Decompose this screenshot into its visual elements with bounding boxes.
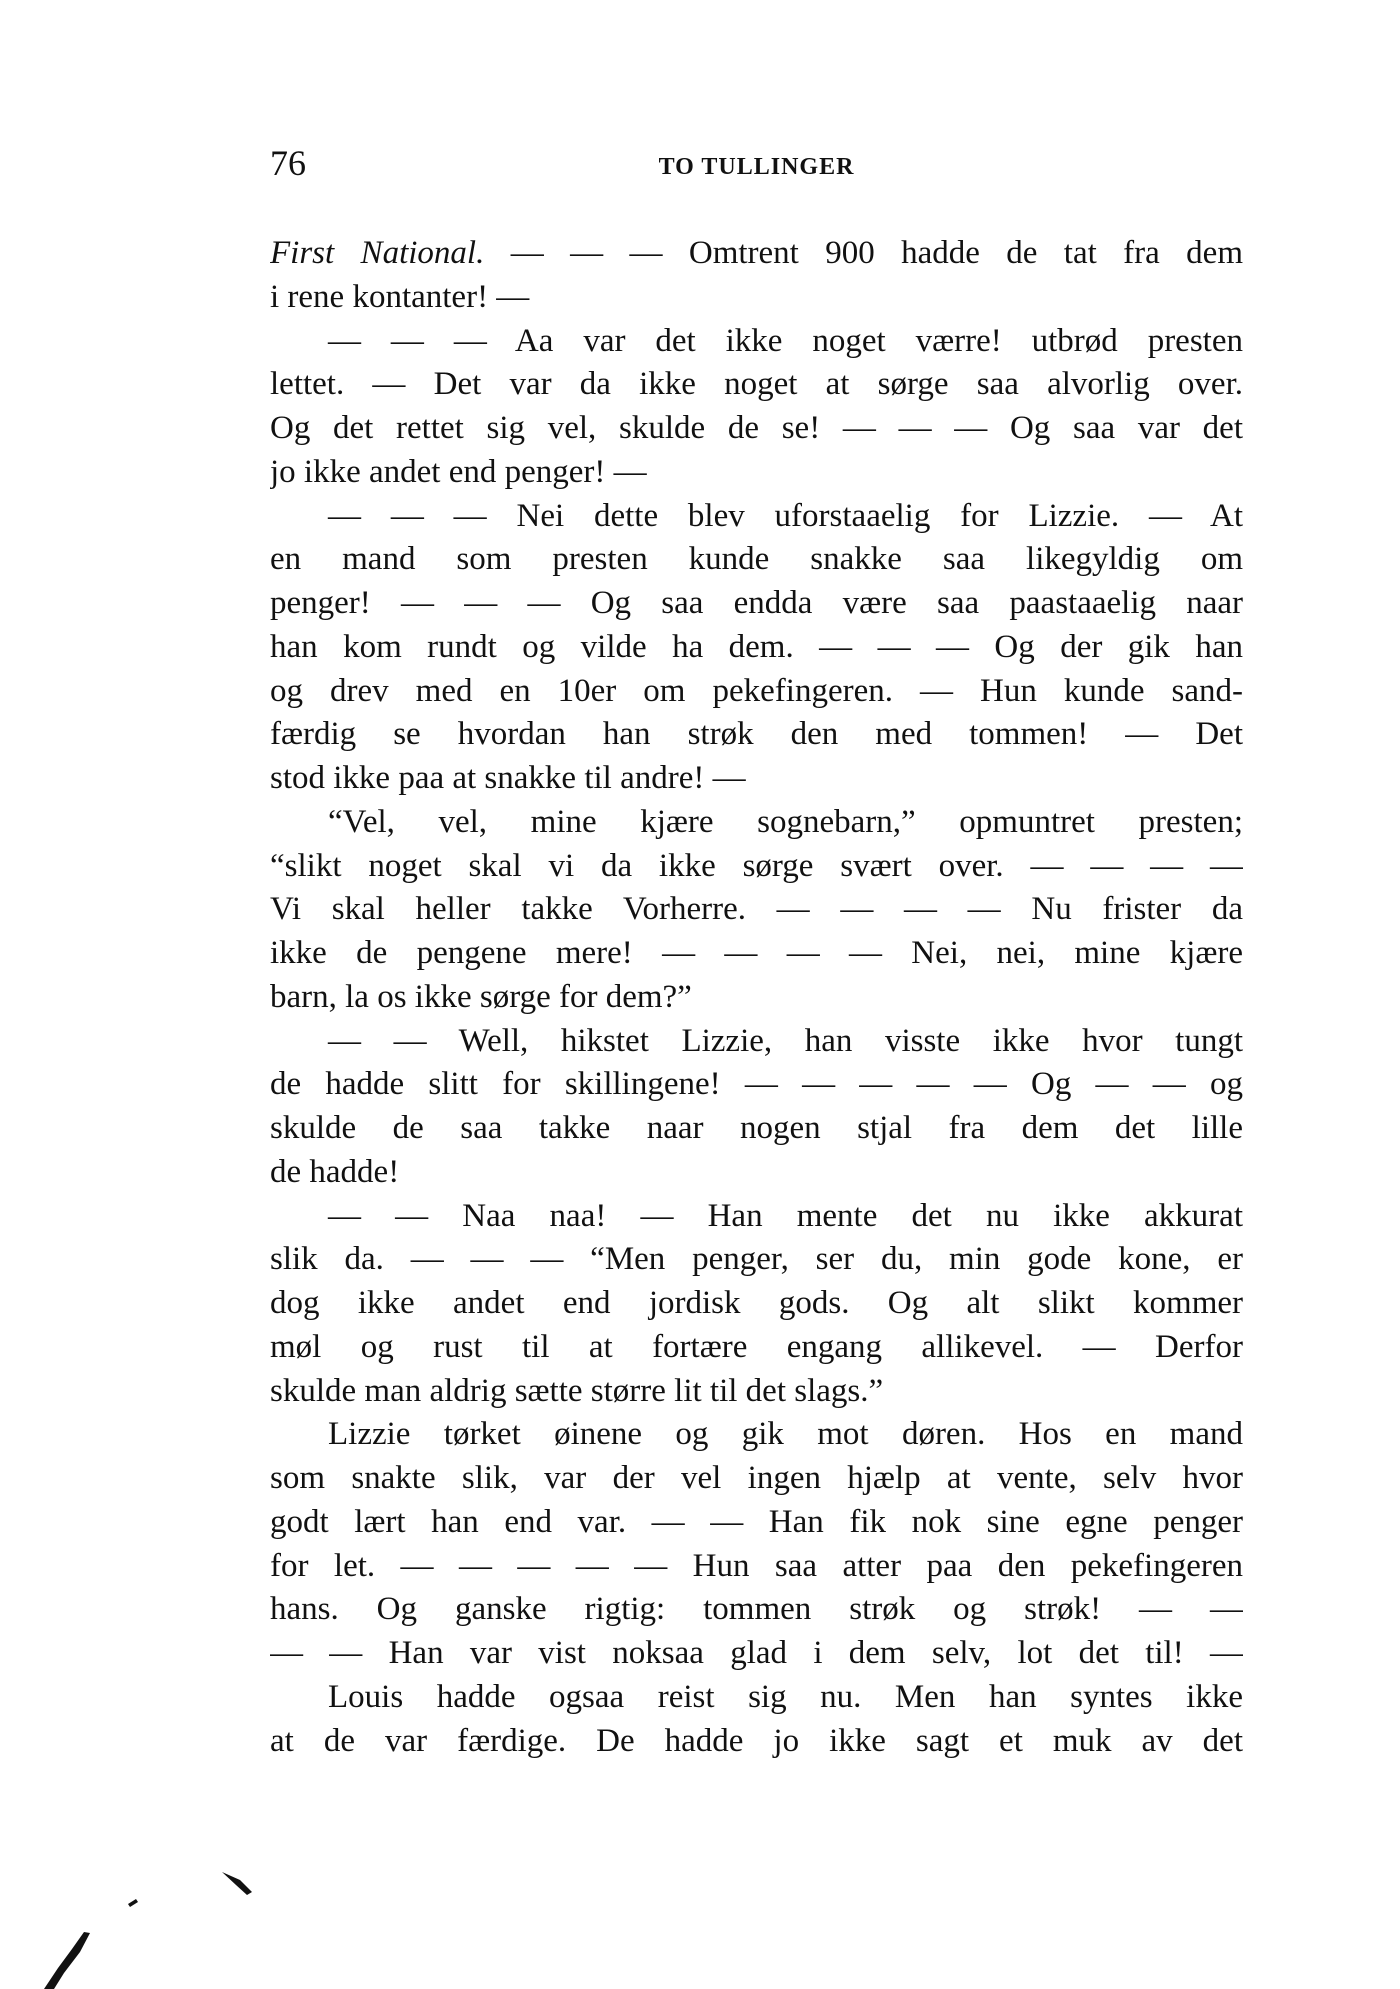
text-line: som snakte slik, var der vel ingen hjælp at vente, selv hvor	[270, 1460, 1243, 1496]
text-line: penger! — — — Og saa endda være saa paastaaelig naar	[270, 585, 1243, 621]
text-line: en mand som presten kunde snakke saa likegyldig om	[270, 541, 1243, 578]
text-line: stod ikke paa at snakke til andre! —	[270, 760, 746, 796]
text-line: de hadde slitt for skillingene! — — — — — Og — — og	[270, 1066, 1243, 1103]
text-line: han kom rundt og vilde ha dem. — — — Og der gik han	[270, 628, 1243, 665]
text-line: — — Han var vist noksaa glad i dem selv, lot det til! —	[270, 1635, 1243, 1671]
ink-dot-mark	[128, 1899, 138, 1907]
text-line: og drev med en 10er om pekefingeren. — Hun kunde sand-	[270, 672, 1243, 709]
text-line: Lizzie tørket øinene og gik mot døren. Hos en mand	[328, 1416, 1243, 1453]
text-line: Og det rettet sig vel, skulde de se! — — — Og saa var det	[270, 410, 1243, 446]
text-line: barn, la os ikke sørge for dem?”	[270, 978, 692, 1015]
italic-name: First National.	[270, 235, 485, 271]
text-line: jo ikke andet end penger! —	[270, 453, 647, 490]
text-line: First National. — — — Omtrent 900 hadde de tat fra dem	[270, 235, 1243, 271]
text-line: — — Naa naa! — Han mente det nu ikke akkurat	[328, 1197, 1243, 1234]
text-line: slik da. — — — “Men penger, ser du, min gode kone, er	[270, 1241, 1243, 1278]
text-line: Vi skal heller takke Vorherre. — — — — Nu frister da	[270, 891, 1243, 928]
text-line: færdig se hvordan han strøk den med tommen! — Det	[270, 716, 1243, 753]
running-head: TO TULLINGER	[658, 154, 855, 180]
text-line: de hadde!	[270, 1153, 400, 1190]
ink-stroke-mark	[44, 1932, 90, 1989]
text-line: “Vel, vel, mine kjære sognebarn,” opmuntret presten;	[328, 803, 1243, 840]
page-header	[270, 138, 1243, 188]
text-line: ikke de pengene mere! — — — — Nei, nei, mine kjære	[270, 935, 1243, 971]
text-line: godt lært han end var. — — Han fik nok sine egne penger	[270, 1503, 1243, 1540]
text-line: skulde man aldrig sætte større lit til det slags.”	[270, 1372, 884, 1409]
page-number: 76	[270, 143, 306, 183]
body-text	[270, 232, 1243, 1763]
text-line: lettet. — Det var da ikke noget at sørge saa alvorlig over.	[270, 366, 1243, 403]
text-line: skulde de saa takke naar nogen stjal fra dem det lille	[270, 1110, 1243, 1146]
text-line: — — — Nei dette blev uforstaaelig for Lizzie. — At	[328, 497, 1243, 534]
text-line: hans. Og ganske rigtig: tommen strøk og strøk! — —	[270, 1591, 1243, 1628]
text-line: Louis hadde ogsaa reist sig nu. Men han syntes ikke	[328, 1678, 1243, 1715]
ink-smudge-mark	[222, 1872, 252, 1895]
text-line: dog ikke andet end jordisk gods. Og alt slikt kommer	[270, 1285, 1243, 1321]
text-line: — — Well, hikstet Lizzie, han visste ikke hvor tungt	[328, 1022, 1243, 1059]
text-line: møl og rust til at fortære engang allikevel. — Derfor	[270, 1328, 1243, 1365]
text-line: at de var færdige. De hadde jo ikke sagt et muk av det	[270, 1722, 1243, 1759]
text-line: — — — Aa var det ikke noget værre! utbrød presten	[328, 322, 1243, 359]
text-line: i rene kontanter! —	[270, 278, 530, 315]
text-line: for let. — — — — — Hun saa atter paa den pekefingeren	[270, 1547, 1243, 1584]
text-line: “slikt noget skal vi da ikke sørge svært over. — — — —	[270, 847, 1243, 884]
